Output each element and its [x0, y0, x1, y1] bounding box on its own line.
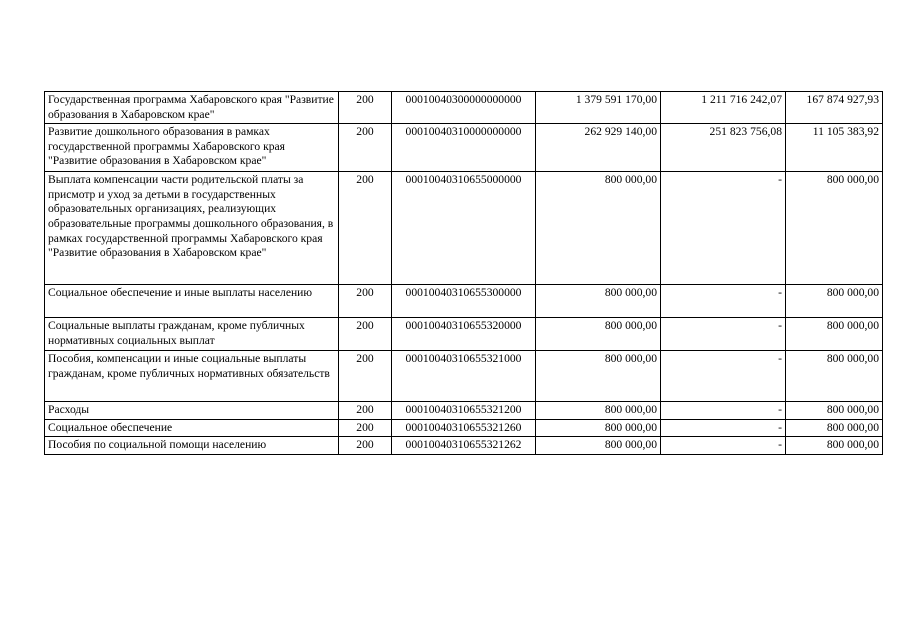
row-code-cell: 200: [339, 285, 392, 318]
row-name-cell: Выплата компенсации части родительской платы за присмотр и уход за детьми в государственных образовательных организациях, реализующих образовательные программы дошкольного образования, в рамках государственной программы Хабаровского края "Развитие образования в Хабаровском крае": [45, 172, 339, 285]
table-row: [45, 124, 883, 172]
row-kbk-cell: 00010040310655000000: [392, 172, 536, 285]
row-executed-cell: -: [661, 419, 786, 437]
row-executed-cell: 251 823 756,08: [661, 124, 786, 172]
row-code-cell: 200: [339, 124, 392, 172]
row-approved-cell: 262 929 140,00: [536, 124, 661, 172]
row-kbk-cell: 00010040310655300000: [392, 285, 536, 318]
row-approved-cell: 800 000,00: [536, 285, 661, 318]
row-remaining-cell: 800 000,00: [786, 172, 883, 285]
row-approved-cell: 800 000,00: [536, 351, 661, 402]
row-remaining-cell: 800 000,00: [786, 419, 883, 437]
row-kbk-cell: 00010040310655320000: [392, 318, 536, 351]
table-row: [45, 318, 883, 351]
row-approved-cell: 800 000,00: [536, 419, 661, 437]
table-row: [45, 92, 883, 124]
row-name-cell: Социальное обеспечение и иные выплаты населению: [45, 285, 339, 318]
row-remaining-cell: 800 000,00: [786, 318, 883, 351]
row-code-cell: 200: [339, 92, 392, 124]
row-code-cell: 200: [339, 172, 392, 285]
row-name-cell: Государственная программа Хабаровского края "Развитие образования в Хабаровском крае": [45, 92, 339, 124]
table-row: [45, 351, 883, 402]
row-name-cell: Расходы: [45, 402, 339, 420]
row-name-cell: Пособия, компенсации и иные социальные выплаты гражданам, кроме публичных нормативных обязательств: [45, 351, 339, 402]
row-remaining-cell: 800 000,00: [786, 285, 883, 318]
row-approved-cell: 800 000,00: [536, 437, 661, 455]
row-approved-cell: 800 000,00: [536, 402, 661, 420]
row-kbk-cell: 00010040310655321000: [392, 351, 536, 402]
row-code-cell: 200: [339, 437, 392, 455]
row-remaining-cell: 167 874 927,93: [786, 92, 883, 124]
row-kbk-cell: 00010040310655321200: [392, 402, 536, 420]
row-name-cell: Социальные выплаты гражданам, кроме публичных нормативных социальных выплат: [45, 318, 339, 351]
row-approved-cell: 800 000,00: [536, 318, 661, 351]
row-executed-cell: -: [661, 285, 786, 318]
table-row: [45, 285, 883, 318]
row-kbk-cell: 00010040300000000000: [392, 92, 536, 124]
row-code-cell: 200: [339, 419, 392, 437]
row-kbk-cell: 00010040310655321260: [392, 419, 536, 437]
row-executed-cell: -: [661, 437, 786, 455]
row-code-cell: 200: [339, 318, 392, 351]
table-row: [45, 437, 883, 455]
row-executed-cell: -: [661, 172, 786, 285]
row-name-cell: Пособия по социальной помощи населению: [45, 437, 339, 455]
row-code-cell: 200: [339, 402, 392, 420]
row-executed-cell: -: [661, 402, 786, 420]
row-remaining-cell: 800 000,00: [786, 437, 883, 455]
budget-execution-table: [44, 91, 883, 455]
row-executed-cell: -: [661, 318, 786, 351]
table-row: [45, 402, 883, 420]
row-remaining-cell: 800 000,00: [786, 351, 883, 402]
row-executed-cell: 1 211 716 242,07: [661, 92, 786, 124]
row-name-cell: Развитие дошкольного образования в рамках государственной программы Хабаровского края "Развитие образования в Хабаровском крае": [45, 124, 339, 172]
row-approved-cell: 800 000,00: [536, 172, 661, 285]
row-code-cell: 200: [339, 351, 392, 402]
row-approved-cell: 1 379 591 170,00: [536, 92, 661, 124]
row-name-cell: Социальное обеспечение: [45, 419, 339, 437]
row-kbk-cell: 00010040310000000000: [392, 124, 536, 172]
row-kbk-cell: 00010040310655321262: [392, 437, 536, 455]
table-row: [45, 419, 883, 437]
row-remaining-cell: 800 000,00: [786, 402, 883, 420]
row-executed-cell: -: [661, 351, 786, 402]
table-row: [45, 172, 883, 285]
row-remaining-cell: 11 105 383,92: [786, 124, 883, 172]
